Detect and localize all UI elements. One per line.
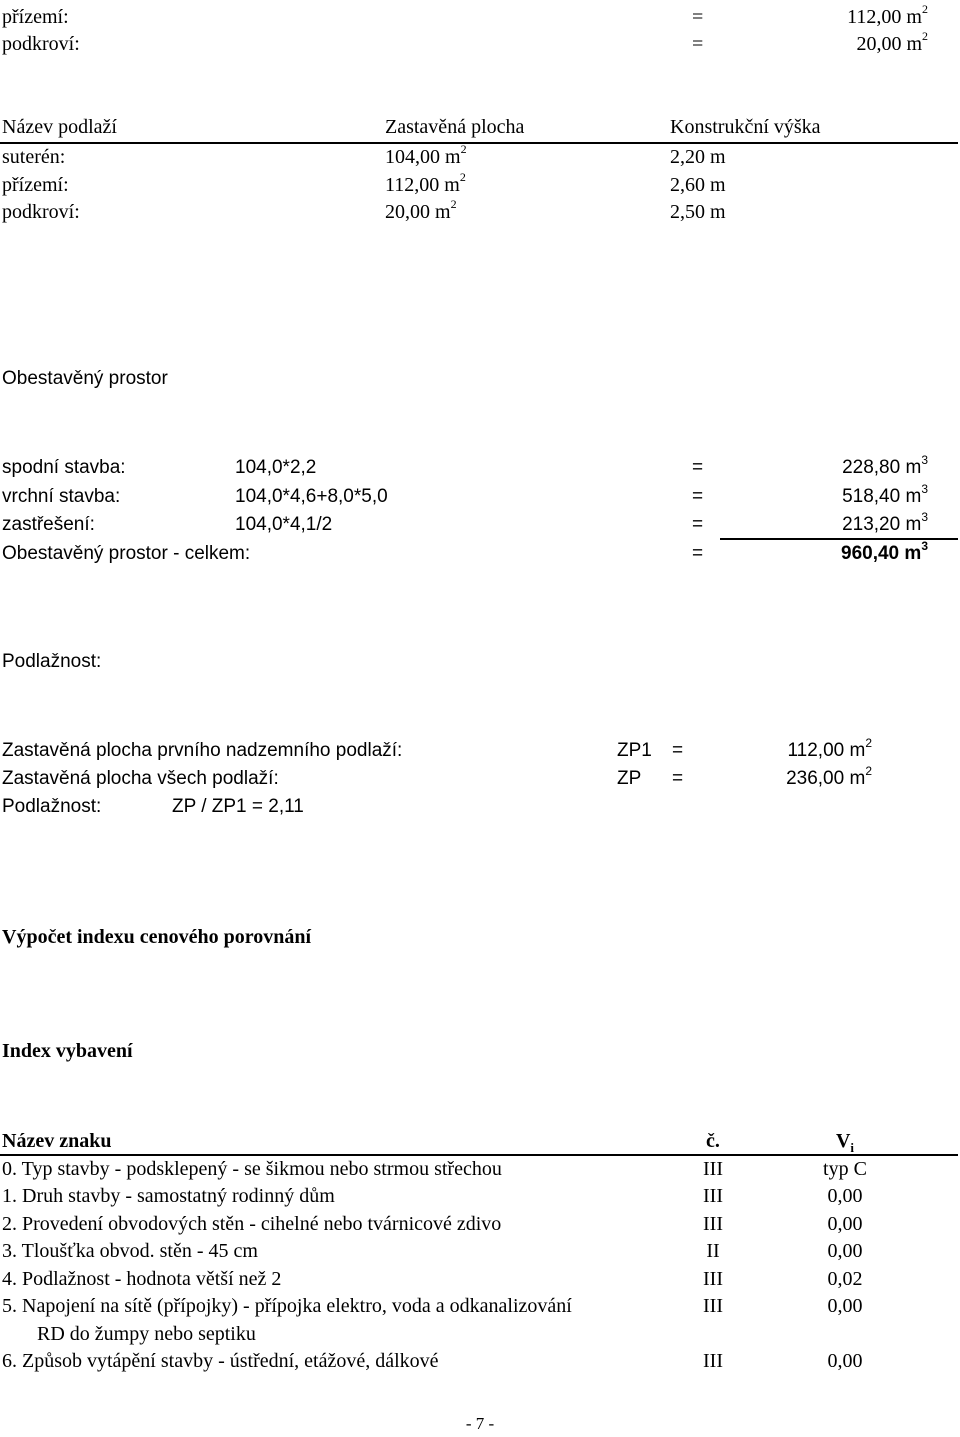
floor-ratio-result-row xyxy=(0,794,960,820)
floor-built-area: 104,00 m xyxy=(385,146,461,168)
header-number: č. xyxy=(706,1130,720,1152)
section-title-floor-ratio: Podlažnost: xyxy=(2,651,102,672)
floor-ratio-code: ZP xyxy=(617,768,642,789)
volume-row xyxy=(0,452,960,481)
equipment-row xyxy=(0,1183,960,1209)
unit-exponent: 3 xyxy=(921,509,928,524)
feature-name: 0. Typ stavby - podsklepený - se šikmou nebo strmou střechou xyxy=(2,1158,502,1180)
floor-name: podkroví: xyxy=(2,201,80,223)
equals-sign: = xyxy=(692,6,704,28)
feature-vi: 0,00 xyxy=(827,1213,863,1235)
section-title-price-index: Výpočet indexu cenového porovnání xyxy=(2,926,312,948)
equipment-row xyxy=(0,1211,960,1237)
volume-label: spodní stavba: xyxy=(2,457,126,478)
unit-exponent: 3 xyxy=(921,538,928,553)
floor-area-label: podkroví: xyxy=(2,33,80,55)
floors-table-row xyxy=(0,144,960,170)
equipment-row xyxy=(0,1293,960,1319)
feature-number: II xyxy=(706,1240,720,1262)
floor-height: 2,60 m xyxy=(670,174,726,196)
floor-height: 2,50 m xyxy=(670,201,726,223)
floor-area-row xyxy=(0,4,960,30)
volume-total-row xyxy=(0,538,960,567)
equals-sign: = xyxy=(692,457,704,478)
volume-row xyxy=(0,481,960,510)
feature-number: III xyxy=(703,1213,723,1235)
volume-formula: 104,0*2,2 xyxy=(235,457,317,478)
floors-table-row xyxy=(0,199,960,225)
floor-ratio-value: 112,00 m xyxy=(787,740,866,761)
feature-number: III xyxy=(703,1158,723,1180)
volume-value: 228,80 m xyxy=(842,457,922,478)
equipment-row xyxy=(0,1238,960,1264)
header-construction-height: Konstrukční výška xyxy=(670,116,821,138)
feature-name: 2. Provedení obvodových stěn - cihelné nebo tvárnicové zdivo xyxy=(2,1213,502,1235)
feature-name: 4. Podlažnost - hodnota větší než 2 xyxy=(2,1268,282,1290)
equipment-table-header xyxy=(0,1128,960,1154)
header-vi-subscript: i xyxy=(850,1140,855,1155)
unit-exponent: 2 xyxy=(865,735,872,750)
header-feature-name: Název znaku xyxy=(2,1130,112,1152)
equals-sign: = xyxy=(692,33,704,55)
feature-vi: 0,00 xyxy=(827,1350,863,1372)
volume-formula: 104,0*4,1/2 xyxy=(235,514,333,535)
feature-number: III xyxy=(703,1185,723,1207)
feature-vi: 0,02 xyxy=(827,1268,863,1290)
unit-exponent: 2 xyxy=(865,763,872,778)
header-floor-name: Název podlaží xyxy=(2,116,117,138)
equals-sign: = xyxy=(672,768,684,789)
equals-sign: = xyxy=(672,740,684,761)
feature-name: 3. Tloušťka obvod. stěn - 45 cm xyxy=(2,1240,258,1262)
feature-name: 5. Napojení na sítě (přípojky) - přípojka elektro, voda a odkanalizování xyxy=(2,1295,572,1317)
feature-name: 6. Způsob vytápění stavby - ústřední, etážové, dálkové xyxy=(2,1350,439,1372)
unit-exponent: 3 xyxy=(921,481,928,496)
section-title-equipment-index: Index vybavení xyxy=(2,1040,133,1062)
unit-exponent: 2 xyxy=(460,142,467,157)
floor-ratio-label: Zastavěná plocha všech podlaží: xyxy=(2,768,279,789)
feature-vi: 0,00 xyxy=(827,1185,863,1207)
floor-ratio-code: ZP1 xyxy=(617,740,652,761)
page-number: - 7 - xyxy=(465,1414,495,1433)
floor-ratio-label: Zastavěná plocha prvního nadzemního podlaží: xyxy=(2,740,403,761)
feature-number: III xyxy=(703,1268,723,1290)
floor-ratio-value: 236,00 m xyxy=(786,768,866,789)
feature-vi: 0,00 xyxy=(827,1295,863,1317)
unit-exponent: 2 xyxy=(450,197,457,212)
feature-number: III xyxy=(703,1350,723,1372)
equipment-row xyxy=(0,1156,960,1182)
floor-ratio-row xyxy=(0,763,960,792)
floors-table-row xyxy=(0,172,960,198)
volume-row xyxy=(0,509,960,538)
equals-sign: = xyxy=(692,543,704,564)
volume-total-value: 960,40 m xyxy=(841,543,922,564)
floor-name: přízemí: xyxy=(2,174,69,196)
floor-ratio-row xyxy=(0,735,960,764)
feature-vi: 0,00 xyxy=(827,1240,863,1262)
feature-number: III xyxy=(703,1295,723,1317)
feature-vi: typ C xyxy=(823,1158,867,1180)
floor-area-value: 112,00 m xyxy=(847,6,922,28)
unit-exponent: 2 xyxy=(922,2,928,17)
floor-area-row xyxy=(0,31,960,57)
volume-value: 213,20 m xyxy=(842,514,922,535)
equipment-row-continuation xyxy=(0,1321,960,1347)
floor-ratio-result-label: Podlažnost: xyxy=(2,796,102,817)
feature-name: 1. Druh stavby - samostatný rodinný dům xyxy=(2,1185,335,1207)
volume-label: zastřešení: xyxy=(2,514,95,535)
volume-value: 518,40 m xyxy=(842,486,922,507)
floor-height: 2,20 m xyxy=(670,146,726,168)
equipment-row xyxy=(0,1348,960,1374)
equals-sign: = xyxy=(692,486,704,507)
floor-ratio-result-formula: ZP / ZP1 = 2,11 xyxy=(172,796,304,817)
volume-formula: 104,0*4,6+8,0*5,0 xyxy=(235,486,388,507)
floor-built-area: 112,00 m xyxy=(385,174,460,196)
floor-area-label: přízemí: xyxy=(2,6,69,28)
unit-exponent: 2 xyxy=(459,170,466,185)
equipment-row xyxy=(0,1266,960,1292)
unit-exponent: 3 xyxy=(921,452,928,467)
header-built-area: Zastavěná plocha xyxy=(385,116,525,138)
floor-built-area: 20,00 m xyxy=(385,201,451,223)
floor-area-value: 20,00 m xyxy=(856,33,922,55)
floors-table-header xyxy=(0,114,960,140)
volume-label: vrchní stavba: xyxy=(2,486,121,507)
unit-exponent: 2 xyxy=(922,29,928,44)
volume-total-label: Obestavěný prostor - celkem: xyxy=(2,543,251,564)
feature-name: RD do žumpy nebo septiku xyxy=(37,1323,256,1345)
header-vi: V xyxy=(835,1130,851,1152)
equals-sign: = xyxy=(692,514,704,535)
section-title-volume: Obestavěný prostor xyxy=(2,368,168,389)
floor-name: suterén: xyxy=(2,146,66,168)
